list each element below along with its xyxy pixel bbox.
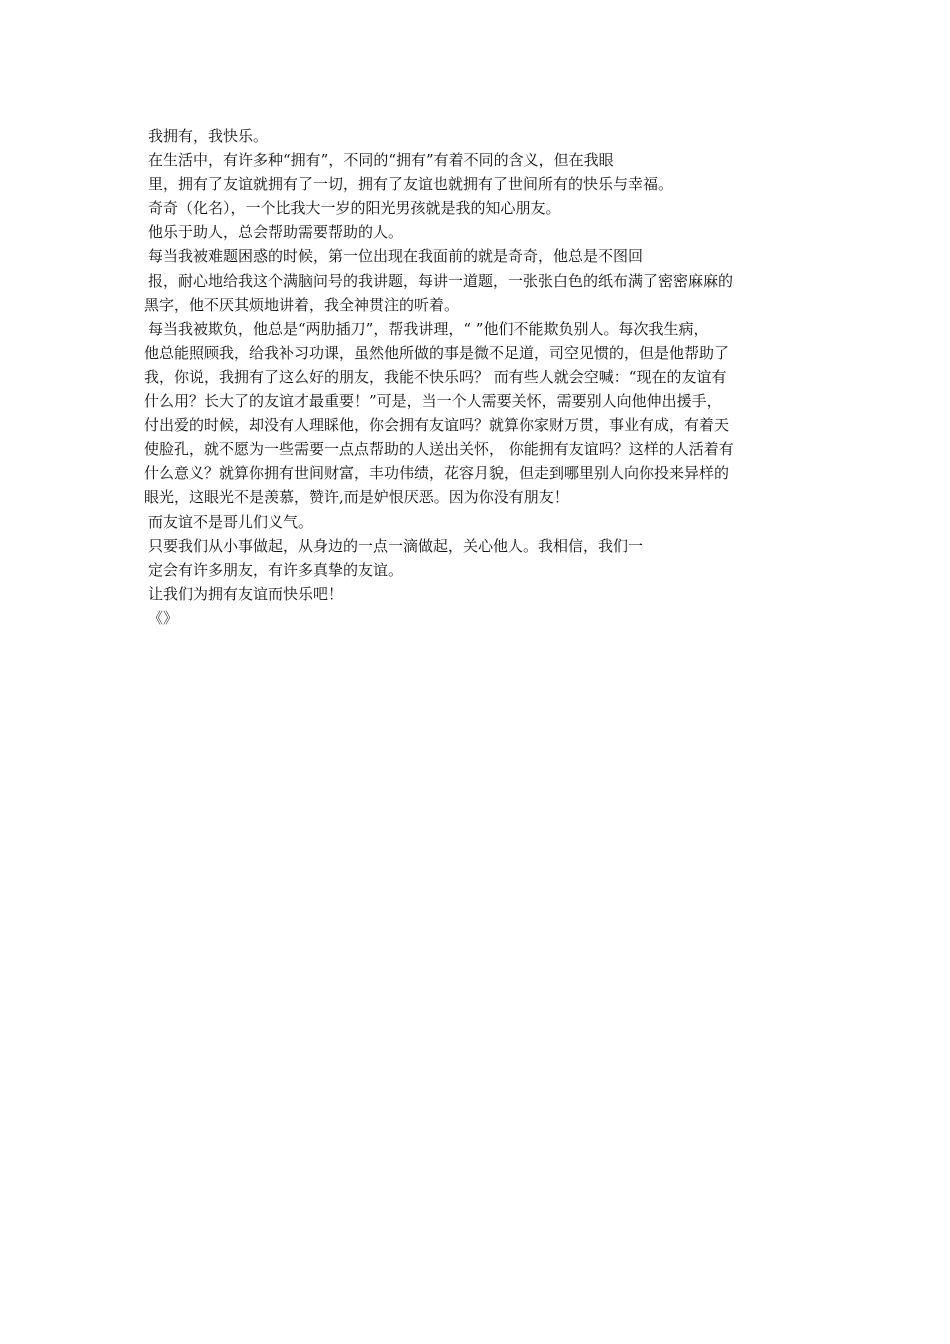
paragraph-line: 每当我被欺负，他总是“两肋插刀”，帮我讲理，“ ”他们不能欺负别人。每次我生病， (148, 319, 709, 338)
paragraph-line: 他乐于助人，总会帮助需要帮助的人。 (148, 223, 404, 242)
essay-body (144, 124, 814, 630)
paragraph-line: 报，耐心地给我这个满脑问号的我讲题，每讲一道题，一张张白色的纸布满了密密麻麻的 (148, 271, 734, 290)
paragraph-line: 什么用？长大了的友谊才最重要！”可是，当一个人需要关怀，需要别人向他伸出援手， (144, 392, 722, 411)
paragraph-line: 付出爱的时候，却没有人理睬他，你会拥有友谊吗？就算你家财万贯，事业有成，有着天 (144, 416, 730, 435)
paragraph-line: 使脸孔，就不愿为一些需要一点点帮助的人送出关怀， 你能拥有友谊吗？这样的人活着有 (144, 440, 734, 459)
paragraph-line: 眼光，这眼光不是羡慕，赞许,而是妒恨厌恶。因为你没有朋友！ (144, 488, 569, 507)
paragraph-line: 每当我被难题困惑的时候，第一位出现在我面前的就是奇奇，他总是不图回 (148, 247, 644, 266)
paragraph-line: 只要我们从小事做起，从身边的一点一滴做起，关心他人。我相信，我们一 (148, 536, 644, 555)
paragraph-line: 我，你说，我拥有了这么好的朋友，我能不快乐吗？ 而有些人就会空喊：“现在的友谊有 (144, 367, 727, 386)
paragraph-line: 他总能照顾我，给我补习功课，虽然他所做的事是微不足道，司空见惯的，但是他帮助了 (144, 343, 730, 362)
paragraph-line: 在生活中，有许多种“拥有”，不同的“拥有”有着不同的含义，但在我眼 (148, 151, 614, 170)
paragraph-line: 而友谊不是哥儿们义气。 (148, 512, 314, 531)
closing-brackets: 《》 (148, 608, 179, 627)
paragraph-line: 奇奇（化名），一个比我大一岁的阳光男孩就是我的知心朋友。 (148, 199, 561, 218)
paragraph-line: 黑字，他不厌其烦地讲着，我全神贯注的听着。 (144, 295, 460, 314)
paragraph-line: 里，拥有了友谊就拥有了一切，拥有了友谊也就拥有了世间所有的快乐与幸福。 (148, 175, 674, 194)
paragraph-line: 定会有许多朋友，有许多真挚的友谊。 (148, 560, 404, 579)
essay-title-line: 我拥有，我快乐。 (148, 127, 269, 145)
paragraph-line: 什么意义？就算你拥有世间财富，丰功伟绩，花容月貌，但走到哪里别人向你投来异样的 (144, 464, 730, 483)
paragraph-line: 让我们为拥有友谊而快乐吧！ (148, 584, 344, 603)
